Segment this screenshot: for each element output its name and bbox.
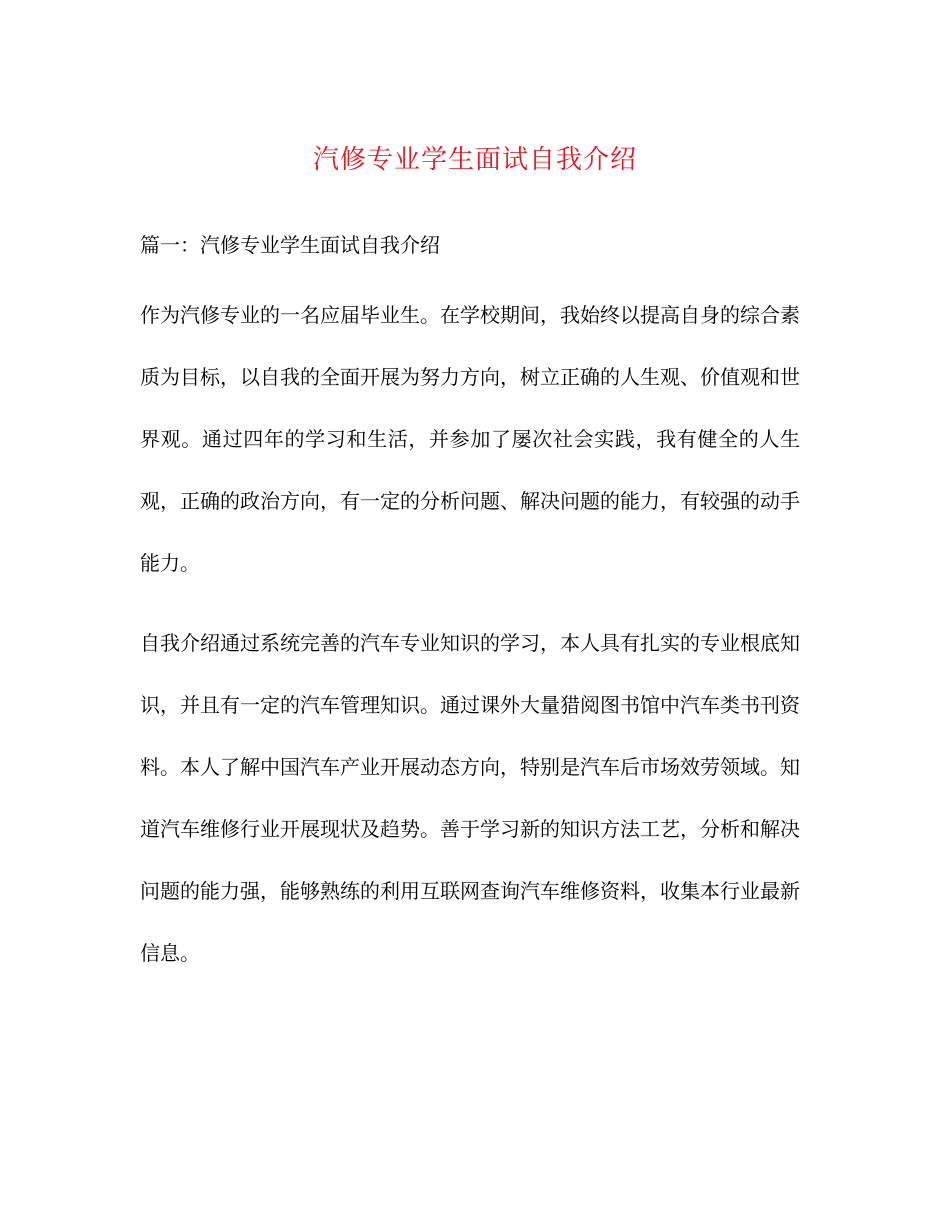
document-title: 汽修专业学生面试自我介绍 (312, 145, 637, 175)
paragraph-1: 作为汽修专业的一名应届毕业生。在学校期间，我始终以提高自身的综合素质为目标，以自我的全面开展为努力方向，树立正确的人生观、价值观和世界观。通过四年的学习和生活，并参加了屡次社会实践，我有健全的人生观，正确的政治方向，有一定的分析问题、解决问题的能力，有较强的动手能力。 (140, 303, 800, 575)
section-heading: 篇一：汽修专业学生面试自我介绍 (140, 233, 440, 257)
document-body (140, 222, 800, 984)
paragraph-2: 自我介绍通过系统完善的汽车专业知识的学习，本人具有扎实的专业根底知识，并且有一定的汽车管理知识。通过课外大量猎阅图书馆中汽车类书刊资料。本人了解中国汽车产业开展动态方向，特别是汽车后市场效劳领域。知道汽车维修行业开展现状及趋势。善于学习新的知识方法工艺，分析和解决问题的能力强，能够熟练的利用互联网查询汽车维修资料，收集本行业最新信息。 (140, 631, 800, 965)
